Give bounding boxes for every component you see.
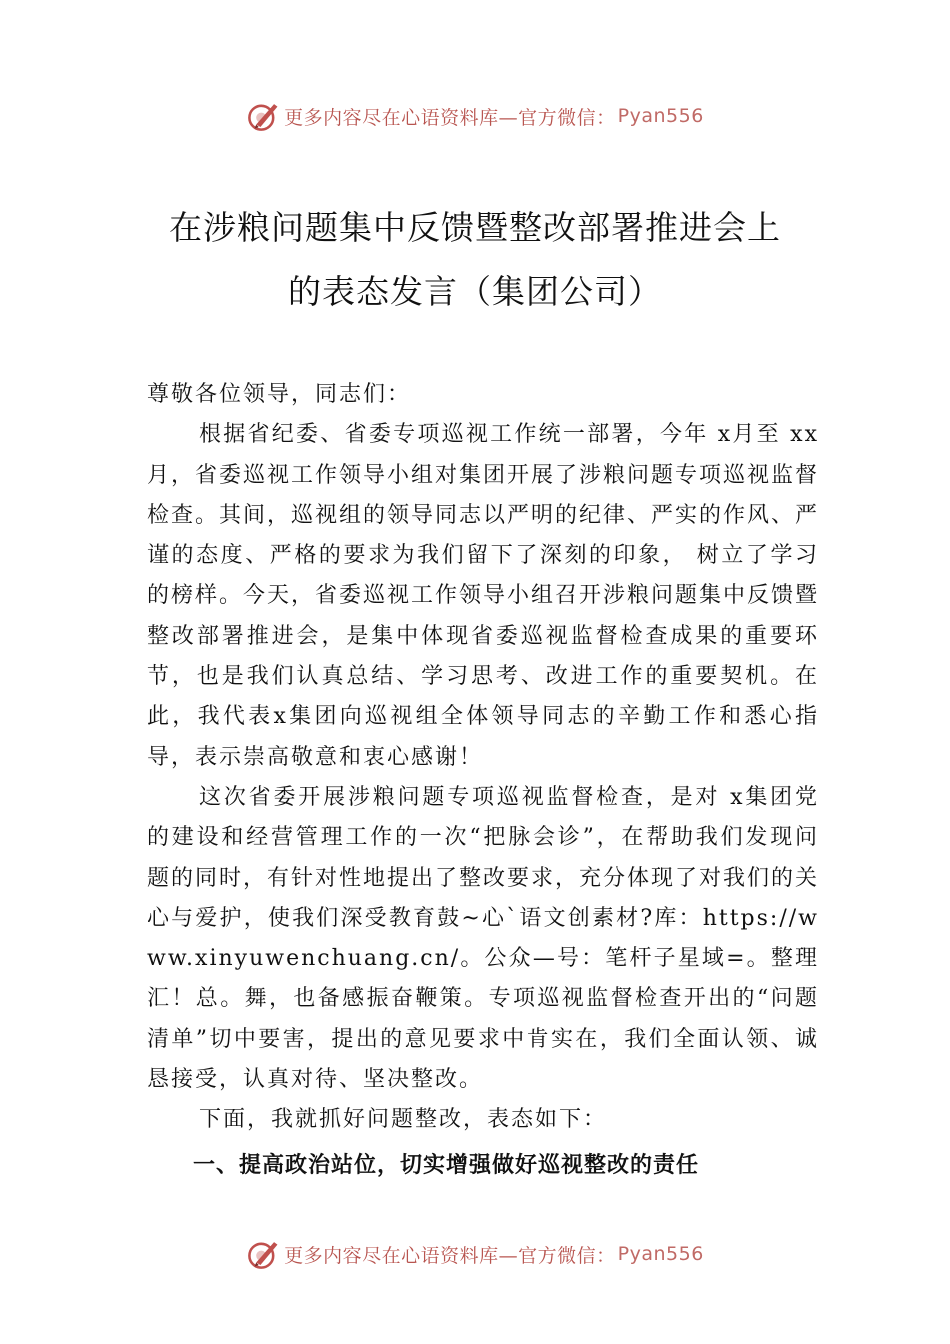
paragraph-3: 下面，我就抓好问题整改，表态如下： — [199, 1107, 608, 1133]
pen-seal-logo-icon — [246, 1237, 280, 1271]
document-title — [120, 196, 830, 324]
paragraph-2: 这次省委开展涉粮问题专项巡视监督检查，是对 x集团党的建设和经营管理工作的一次“把脉会诊”，在帮助我们发现问题的同时，有针对性地提出了整改要求，充分体现了对我们的关心与爱护，使我们深受教育鼓~心`语文创素材?库：https://www.xinyuwenchuang.cn/。公众—号：笔杆子星域=。整理汇！总。舞，也备感振奋鞭策。专项巡视监督检查开出的“问题清单”切中要害，提出的意见要求中肯实在，我们全面认领、诚恳接受，认真对待、坚决整改。 — [147, 784, 820, 1093]
title-line-2: 的表态发言（集团公司） — [288, 272, 662, 311]
title-line-1: 在涉粮问题集中反馈暨整改部署推进会上 — [169, 208, 781, 247]
footer-banner-text: 更多内容尽在心语资料库—官方微信： — [284, 1244, 616, 1267]
salutation: 尊敬各位领导，同志们： — [147, 382, 412, 407]
header-banner — [0, 96, 950, 136]
header-wechat-id: Pyan556 — [617, 105, 704, 127]
footer-wechat-id: Pyan556 — [617, 1243, 704, 1265]
paragraph-1: 根据省纪委、省委专项巡视工作统一部署，今年 x月至 xx月，省委巡视工作领导小组对集团开展了涉粮问题专项巡视监督检查。其间，巡视组的领导同志以严明的纪律、严实的作风、严谨的态度、严格的要求为我们留下了深刻的印象， 树立了学习的榜样。今天，省委巡视工作领导小组召开涉粮问题集中反馈暨整改部署推进会，是集中体现省委巡视监督检查成果的重要环节，也是我们认真总结、学习思考、改进工作的重要契机。在此，我代表x集团向巡视组全体领导同志的辛勤工作和悉心指导，表示崇高敬意和衷心感谢！ — [147, 422, 820, 770]
document-body — [147, 375, 819, 1186]
section-heading-1: 一、提高政治站位，切实增强做好巡视整改的责任 — [193, 1152, 700, 1178]
pen-seal-logo-icon — [246, 99, 280, 133]
header-banner-text: 更多内容尽在心语资料库—官方微信： — [284, 106, 616, 129]
footer-banner — [0, 1234, 950, 1274]
